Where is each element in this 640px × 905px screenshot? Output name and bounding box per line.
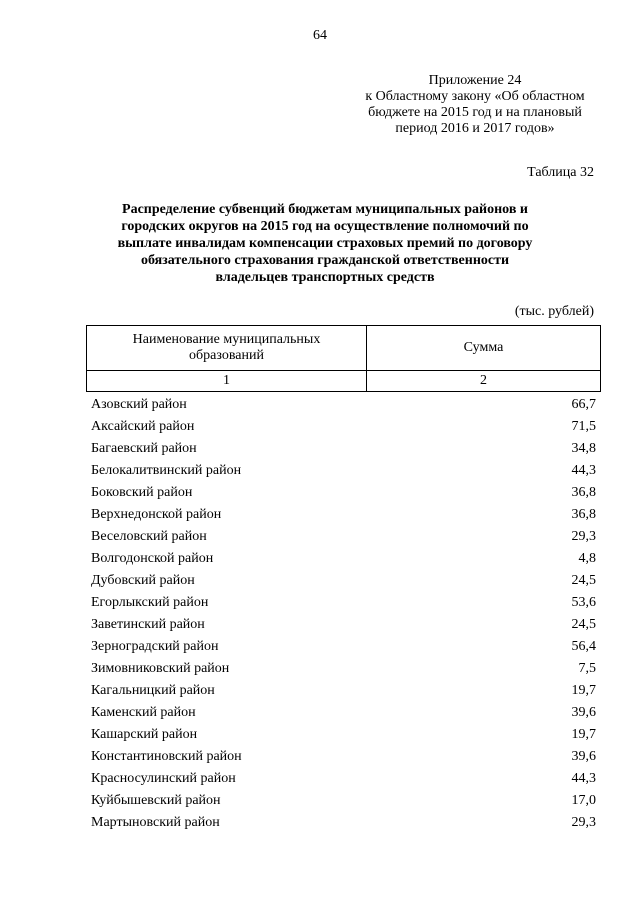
municipality-name: Зимовниковский район <box>91 661 230 676</box>
amount-value: 29,3 <box>571 529 596 544</box>
table-row <box>91 636 596 658</box>
amount-value: 39,6 <box>571 749 596 764</box>
amount-value: 24,5 <box>571 617 596 632</box>
amount-value: 19,7 <box>571 683 596 698</box>
column-number: 2 <box>367 371 601 392</box>
municipality-name: Константиновский район <box>91 749 242 764</box>
table-row <box>91 460 596 482</box>
amount-value: 36,8 <box>571 507 596 522</box>
column-number: 1 <box>87 371 367 392</box>
table-row <box>91 504 596 526</box>
table-row <box>91 592 596 614</box>
amount-value: 44,3 <box>571 771 596 786</box>
appendix-line: Приложение 24 <box>428 73 522 88</box>
table-row <box>91 394 596 416</box>
municipality-name: Боковский район <box>91 485 193 500</box>
title-line: выплате инвалидам компенсации страховых премий по договору <box>117 236 533 251</box>
amount-value: 66,7 <box>571 397 596 412</box>
amount-value: 17,0 <box>571 793 596 808</box>
table-row <box>91 658 596 680</box>
amount-value: 4,8 <box>578 551 596 566</box>
header-name: Наименование муниципальных образований <box>87 326 367 371</box>
table-row <box>91 790 596 812</box>
table-number: Таблица 32 <box>527 165 594 180</box>
amount-value: 39,6 <box>571 705 596 720</box>
municipality-name: Дубовский район <box>91 573 195 588</box>
appendix-line: период 2016 и 2017 годов» <box>395 121 555 136</box>
appendix-line: к Областному закону «Об областном <box>365 89 585 104</box>
table-row <box>91 416 596 438</box>
title-line: городских округов на 2015 год на осуществление полномочий по <box>121 219 529 234</box>
municipality-name: Егорлыкский район <box>91 595 209 610</box>
municipality-name: Заветинский район <box>91 617 205 632</box>
title-line: Распределение субвенций бюджетам муниципальных районов и <box>122 202 528 217</box>
municipality-name: Верхнедонской район <box>91 507 222 522</box>
table-row <box>91 570 596 592</box>
page-number: 64 <box>313 28 327 43</box>
municipality-name: Красносулинский район <box>91 771 236 786</box>
amount-value: 44,3 <box>571 463 596 478</box>
table-row <box>91 438 596 460</box>
title-line: обязательного страхования гражданской ответственности <box>140 253 510 268</box>
units-label: (тыс. рублей) <box>514 304 594 319</box>
table-header <box>86 325 601 392</box>
table-row <box>91 702 596 724</box>
municipality-name: Каменский район <box>91 705 196 720</box>
table-row <box>91 680 596 702</box>
table-row <box>91 724 596 746</box>
table-row <box>91 812 596 834</box>
table-row <box>91 526 596 548</box>
amount-value: 34,8 <box>571 441 596 456</box>
municipality-name: Зерноградский район <box>91 639 219 654</box>
municipality-name: Аксайский район <box>91 419 195 434</box>
table-row <box>91 482 596 504</box>
table-row <box>91 768 596 790</box>
document-title <box>80 201 570 286</box>
amount-value: 29,3 <box>571 815 596 830</box>
municipality-name: Багаевский район <box>91 441 197 456</box>
municipality-name: Кашарский район <box>91 727 198 742</box>
amount-value: 19,7 <box>571 727 596 742</box>
municipality-name: Волгодонской район <box>91 551 214 566</box>
municipality-name: Веселовский район <box>91 529 207 544</box>
amount-value: 53,6 <box>571 595 596 610</box>
amount-value: 36,8 <box>571 485 596 500</box>
table-row <box>91 746 596 768</box>
municipality-name: Азовский район <box>91 397 187 412</box>
amount-value: 71,5 <box>571 419 596 434</box>
table-row <box>91 548 596 570</box>
municipality-name: Кагальницкий район <box>91 683 215 698</box>
municipality-name: Куйбышевский район <box>91 793 221 808</box>
table-row <box>91 614 596 636</box>
amount-value: 7,5 <box>578 661 596 676</box>
amount-value: 56,4 <box>571 639 596 654</box>
municipality-name: Белокалитвинский район <box>91 463 242 478</box>
appendix-reference <box>340 73 610 137</box>
appendix-line: бюджете на 2015 год и на плановый <box>368 105 582 120</box>
title-line: владельцев транспортных средств <box>215 270 435 285</box>
amount-value: 24,5 <box>571 573 596 588</box>
header-sum: Сумма <box>367 326 601 371</box>
municipality-name: Мартыновский район <box>91 815 220 830</box>
table-body <box>91 394 596 834</box>
